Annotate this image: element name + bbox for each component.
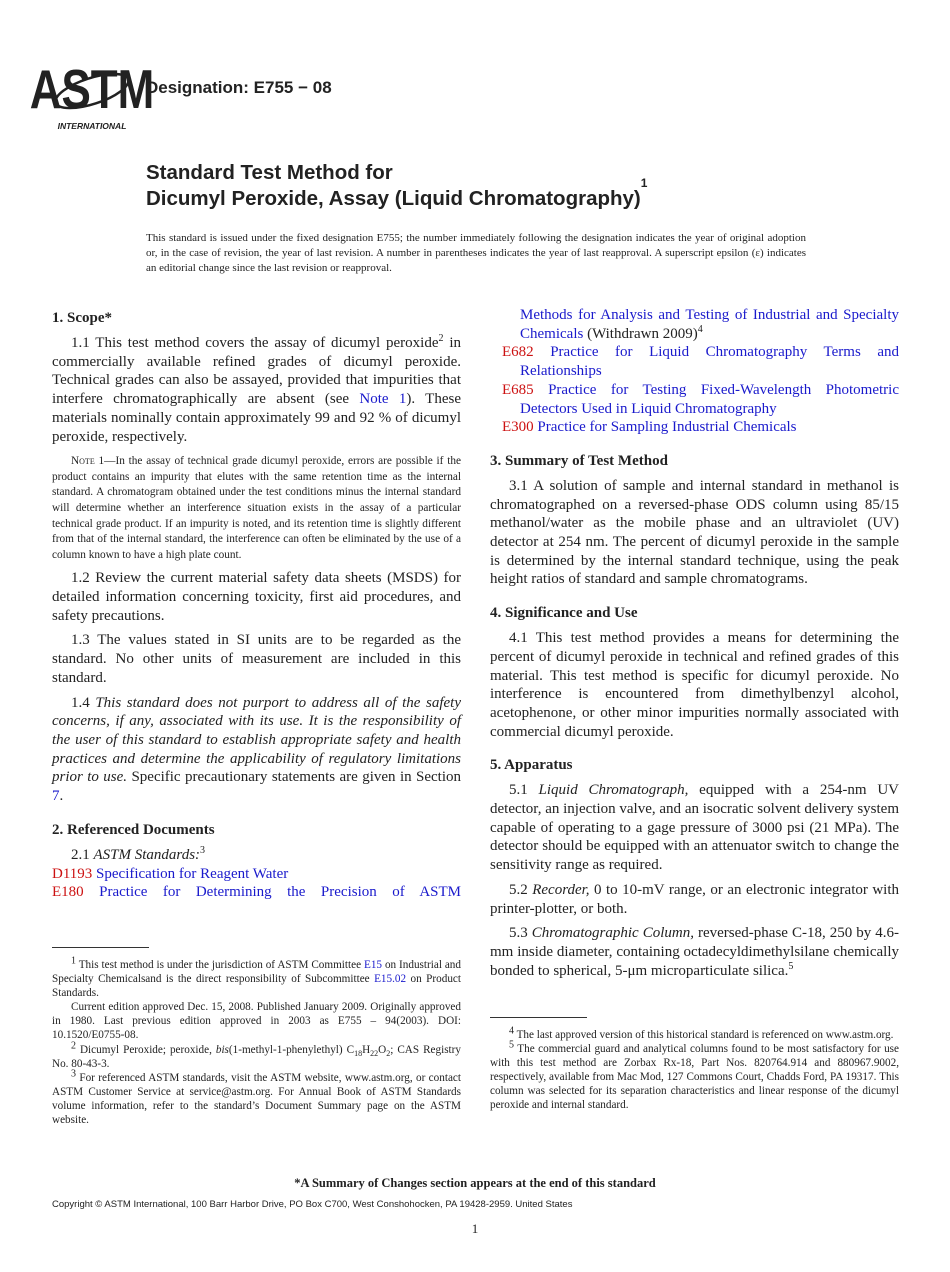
svg-text:ASTM: ASTM [29,58,155,121]
ref-title-link[interactable]: Practice for Sampling Industrial Chemicals [537,419,797,436]
footnote-1: $^1$ This test method is under the jurisdiction of ASTM Committee E15 on Industrial and Specialty Chemicalsand is the direct responsibility of Subcommittee E15.02 on Product Standards. [52,955,461,1000]
document-title [146,160,647,212]
ref-title-link[interactable]: Methods for Analysis and Testing of Industrial and Specialty Chemicals [520,307,899,342]
ref-e180 [52,883,461,902]
paragraph-1-2: 1.2 Review the current material safety data sheets (MSDS) for detailed information concerning toxicity, first aid procedures, and safety precautions. [52,570,461,624]
astm-logo [29,58,155,132]
right-column [490,306,899,986]
committee-link[interactable]: E15 [363,959,383,971]
ref-e180-continued: Methods for Analysis and Testing of Industrial and Specialty Chemicals (Withdrawn 2009)$^4$ [520,307,899,342]
paragraph-5-2: 5.2 Recorder, 0 to 10-mV range, or an electronic integrator with printer-plotter, or both. [490,881,899,917]
title-line-1: Standard Test Method for [146,161,393,184]
copyright: Copyright © ASTM International, 100 Barr Harbor Drive, PO Box C700, West Conshohocken, PA 19428-2959. United States [52,1199,573,1210]
ref-e685 [502,381,899,418]
paragraph-5-1: 5.1 Liquid Chromatograph, equipped with a 254-nm UV detector, an injection valve, and an isocratic solvent delivery system capable of operating to a gage pressure of 3000 psi (21 MPa). The detector should be equipped with an attenuator switch to change the sensitivity range as required. [490,782,899,874]
left-column [52,308,461,902]
footnote-divider [52,947,149,948]
subcommittee-link[interactable]: E15.02 [374,973,407,986]
paragraph-1-3: 1.3 The values stated in SI units are to be regarded as the standard. No other units of measurement are included in this standard. [52,632,461,686]
paragraph-1-1: 1.1 This test method covers the assay of dicumyl peroxide$^2$ in commercially available refined grades of dicumyl peroxide. Technical grades can also be assayed, provided that impurities that interfere chromatographically are absent (see Note 1). These materials nominally contain approximately 99 and 92 % of dicumyl peroxide, respectively. [52,333,461,445]
paragraph-1-4: 1.4 This standard does not purport to address all of the safety concerns, if any, associated with its use. It is the responsibility of the user of this standard to establish appropriate safety and health practices and determine the applicability of regulatory limitations prior to use. Specific precautionary statements are given in Section 7. [52,694,462,805]
ref-title-link[interactable]: Specification for Reagent Water [96,865,289,882]
footnote-5: $^5$ The commercial guard and analytical columns found to be most satisfactory for use with this test method are Zorbax Rx-18, Part Nos. 820764.914 and 880967.9002, respectively, available from Mac Mod, 127 Commons Court, Chadds Ford, PA 19317. This column was selected for its separation characteristics and linear response of the dicumyl peroxide and internal standard. [490,1039,899,1112]
ref-title-link[interactable]: Practice for Determining the Precision of ASTM [99,884,461,901]
paragraph-2-1: 2.1 ASTM Standards:$^3$ [71,844,206,863]
footnote-ref: 1 [640,176,648,190]
svg-text:INTERNATIONAL: INTERNATIONAL [57,121,127,131]
footnote-2: $^2$ Dicumyl Peroxide; peroxide, bis(1-methyl-1-phenylethyl) $C_{18}H_{22}O_2$; CAS Registry No. 80-43-3. [52,1039,461,1070]
section-heading: 4. Significance and Use [490,605,638,622]
ref-e300 [502,418,899,437]
footnote-divider [490,1017,587,1018]
summary-of-changes-note: *A Summary of Changes section appears at the end of this standard [294,1176,656,1190]
ref-code-link[interactable]: D1193 [52,865,93,882]
ref-title-link[interactable]: Practice for Liquid Chromatography Terms and Relationships [520,344,899,380]
section-7-link[interactable]: 7 [52,788,60,805]
page-number: 1 [471,1221,479,1236]
ref-code-link[interactable]: E685 [502,381,534,398]
footnote-4: $^4$ The last approved version of this historical standard is referenced on www.astm.org. [509,1025,894,1041]
ref-code-link[interactable]: E180 [52,884,84,901]
ref-e682 [502,343,899,380]
paragraph-5-3: 5.3 Chromatographic Column, reversed-phase C-18, 250 by 4.6-mm inside diameter, containing octadecyldimethylsilane chemically bonded to spherical, 5-μm microparticulate silica.$^5$ [490,925,899,979]
note-1: Note 1—In the assay of technical grade dicumyl peroxide, errors are possible if the product contains an impurity that elutes with the same retention time as the internal standard. A chromatogram obtained under the test conditions minus the internal standard will determine whether an interference situation exists in the assay of a particular technical grade product. If an impurity is noted, and its retention time is slightly different from that of the internal standard, the interference can often be eliminated by the use of a column known to have a high plate count. [52,455,461,561]
footnote-1-edition: Current edition approved Dec. 15, 2008. Published January 2009. Originally approved in 1980. Last previous edition approved in 2003 as E755 – 94(2003). DOI: 10.1520/E0755-08. [52,1001,461,1042]
ref-d1193 [52,865,461,884]
standard-notice: This standard is issued under the fixed designation E755; the number immediately following the designation indicates the year of original adoption or, in the case of revision, the year of last revision. A number in parentheses indicates the year of last reapproval. A superscript epsilon (ε) indicates an editorial change since the last revision or reapproval. [146,232,806,274]
paragraph-3-1: 3.1 A solution of sample and internal standard in methanol is chromatographed on a reversed-phase ODS column using 85/15 methanol/water as the mobile phase and an ultraviolet (UV) detector at 254 nm. The percent of dicumyl peroxide in the sample is determined by the internal standard technique, using the peak height ratios of standard and sample chromatograms. [490,477,899,588]
paragraph-4-1: 4.1 This test method provides a means for determining the percent of dicumyl peroxide in technical and refined grades of this material. This test method is specific for dicumyl peroxide. No interference is encountered from dimethylbenzyl alcohol, acetophenone, or other minor impurities normally associated with commercial dicumyl peroxide. [490,630,899,740]
designation: Designation: E755 − 08 [146,78,332,97]
section-heading: 5. Apparatus [490,757,573,774]
note-1-link[interactable]: Note 1 [359,391,407,408]
section-heading: 3. Summary of Test Method [490,452,668,469]
section-heading: 1. Scope* [52,310,112,326]
ref-code-link[interactable]: E300 [502,419,534,436]
ref-title-link[interactable]: Practice for Testing Fixed-Wavelength Photometric Detectors Used in Liquid Chromatography [520,381,899,417]
footnotes-left [52,947,461,1127]
footnote-3: $^3$ For referenced ASTM standards, visit the ASTM website, www.astm.org, or contact ASTM Customer Service at service@astm.org. For Annual Book of ASTM Standards volume information, refer to the standard’s Document Summary page on the ASTM website. [52,1068,461,1127]
section-heading: 2. Referenced Documents [52,821,215,838]
footnotes-right [490,1017,899,1113]
title-line-2: Dicumyl Peroxide, Assay (Liquid Chromatography)$^1$ [146,176,648,210]
ref-code-link[interactable]: E682 [502,344,534,361]
